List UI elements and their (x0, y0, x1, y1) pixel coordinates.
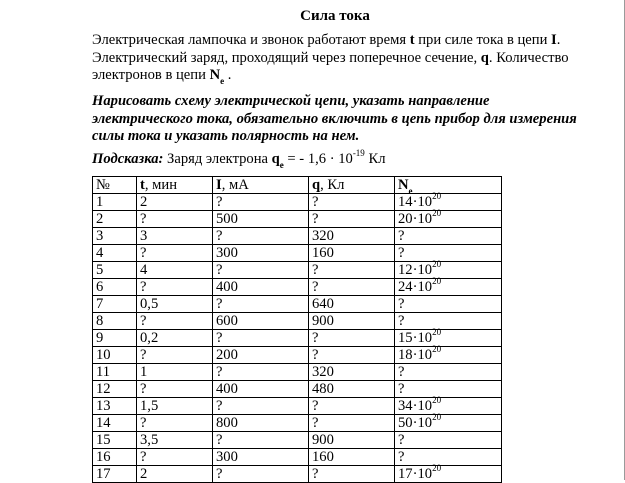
var-i: I (551, 32, 557, 48)
cell-electrons-value: ? (398, 364, 405, 380)
header-current (213, 177, 309, 194)
cell-electrons (395, 191, 502, 211)
cell-number: 1 (93, 194, 137, 211)
cell-electrons-exponent: 20 (432, 412, 442, 423)
cell-charge: 480 (309, 381, 395, 398)
var-n: N (209, 67, 221, 83)
cell-time: 0,5 (137, 296, 213, 313)
cell-electrons (395, 228, 502, 245)
table-row (93, 296, 502, 313)
table-row (93, 347, 502, 364)
header-charge (309, 177, 395, 194)
cell-charge: 640 (309, 296, 395, 313)
cell-electrons-exponent: 20 (432, 327, 442, 338)
hint-unit: Кл (364, 151, 386, 167)
cell-electrons-value: ? (398, 296, 405, 312)
cell-electrons-value: ? (398, 245, 405, 261)
cell-current: 600 (213, 313, 309, 330)
cell-current: 300 (213, 245, 309, 262)
cell-electrons (395, 276, 502, 296)
var-q: q (480, 49, 489, 66)
cell-electrons-value: 15·10 (398, 330, 433, 346)
cell-time: ? (137, 245, 213, 262)
cell-number: 3 (93, 228, 137, 245)
cell-charge: 900 (309, 432, 395, 449)
cell-current: ? (213, 228, 309, 245)
intro-text: при силе тока в цепи (414, 32, 552, 48)
cell-number: 2 (93, 211, 137, 228)
cell-time: ? (137, 313, 213, 330)
cell-electrons (395, 432, 502, 449)
header-charge-unit: , Кл (320, 177, 345, 193)
cell-electrons-value: 50·10 (398, 415, 433, 431)
cell-charge: 320 (309, 228, 395, 245)
cell-time: 3 (137, 228, 213, 245)
cell-electrons (395, 245, 502, 262)
cell-current: ? (213, 432, 309, 449)
var-n-sub: e (220, 75, 225, 86)
cell-current: ? (213, 398, 309, 415)
task-paragraph: Нарисовать схему электрической цепи, указать направление электрического тока, обязательно включить в цепь прибор для измерения силы тока и указать полярность на нем. (92, 93, 577, 144)
cell-electrons-exponent: 20 (432, 208, 442, 219)
hint-equation: = - 1,6 · 10 (283, 151, 353, 167)
cell-electrons-value: 34·10 (398, 398, 433, 414)
cell-time: 2 (137, 194, 213, 211)
var-t: t (409, 32, 415, 48)
cell-time: ? (137, 211, 213, 228)
cell-electrons-value: 17·10 (398, 466, 433, 482)
cell-current: 500 (213, 211, 309, 228)
hint-text: Заряд электрона (163, 151, 272, 167)
cell-time: 1 (137, 364, 213, 381)
cell-charge: 320 (309, 364, 395, 381)
header-charge-var: q (312, 177, 321, 193)
cell-electrons-exponent: 20 (432, 191, 442, 202)
cell-time: ? (137, 415, 213, 432)
cell-electrons-value: 18·10 (398, 347, 433, 363)
cell-charge: ? (309, 330, 395, 347)
cell-number: 14 (93, 415, 137, 432)
cell-electrons-exponent: 20 (432, 463, 442, 474)
cell-current: 400 (213, 381, 309, 398)
cell-electrons (395, 381, 502, 398)
cell-current: ? (213, 296, 309, 313)
cell-number: 17 (93, 466, 137, 483)
cell-charge: ? (309, 466, 395, 483)
cell-charge: ? (309, 279, 395, 296)
cell-number: 10 (93, 347, 137, 364)
header-electrons (395, 177, 502, 194)
header-electrons-var (398, 177, 413, 196)
cell-electrons-value: 20·10 (398, 211, 433, 227)
cell-electrons-value: ? (398, 432, 405, 448)
cell-electrons-exponent: 20 (432, 344, 442, 355)
cell-charge: ? (309, 398, 395, 415)
table-row (93, 415, 502, 432)
cell-electrons (395, 208, 502, 228)
cell-time: ? (137, 347, 213, 364)
cell-time: 1,5 (137, 398, 213, 415)
cell-electrons (395, 395, 502, 415)
cell-electrons (395, 364, 502, 381)
cell-number: 16 (93, 449, 137, 466)
cell-electrons-value: ? (398, 313, 405, 329)
cell-time: ? (137, 381, 213, 398)
cell-number: 6 (93, 279, 137, 296)
page-title: Сила тока (300, 8, 370, 24)
table-row (93, 279, 502, 296)
cell-time: ? (137, 279, 213, 296)
cell-current: ? (213, 330, 309, 347)
table-body (93, 191, 502, 483)
cell-electrons-value: ? (398, 449, 405, 465)
cell-electrons (395, 449, 502, 466)
header-electrons-n: N (398, 177, 409, 193)
cell-number: 4 (93, 245, 137, 262)
table-row (93, 228, 502, 245)
header-time (137, 177, 213, 194)
cell-electrons (395, 313, 502, 330)
cell-current: 200 (213, 347, 309, 364)
cell-current: 800 (213, 415, 309, 432)
cell-number: 7 (93, 296, 137, 313)
intro-text: . Электрический заряд, проходящий через поперечное сечение, (92, 32, 561, 66)
cell-charge: ? (309, 415, 395, 432)
var-q: q (271, 151, 280, 167)
cell-time: 2 (137, 466, 213, 483)
cell-time: 3,5 (137, 432, 213, 449)
cell-current: 400 (213, 279, 309, 296)
cell-electrons (395, 296, 502, 313)
table-row (93, 432, 502, 449)
header-current-var: I (216, 177, 222, 193)
cell-number: 12 (93, 381, 137, 398)
cell-number: 11 (93, 364, 137, 381)
cell-electrons (395, 327, 502, 347)
cell-charge: 160 (309, 449, 395, 466)
cell-number: 9 (93, 330, 137, 347)
table-row (93, 211, 502, 228)
header-time-unit: , мин (144, 177, 178, 193)
var-q-sub: e (279, 159, 284, 170)
hint-paragraph (92, 148, 582, 170)
intro-text: Электрическая лампочка и звонок работают время (92, 32, 410, 48)
intro-text: . Количество электронов в цепи (92, 49, 569, 83)
header-current-unit: , мА (221, 177, 249, 193)
cell-electrons-value: 14·10 (398, 194, 433, 210)
intro-text: . (224, 67, 232, 83)
var-qe (271, 151, 284, 170)
cell-electrons-value: ? (398, 228, 405, 244)
cell-electrons (395, 412, 502, 432)
cell-number: 13 (93, 398, 137, 415)
cell-current: 300 (213, 449, 309, 466)
data-table (92, 176, 502, 483)
cell-current: ? (213, 364, 309, 381)
cell-electrons (395, 344, 502, 364)
cell-charge: 900 (309, 313, 395, 330)
hint-label: Подсказка: (92, 151, 164, 167)
cell-charge: ? (309, 194, 395, 211)
cell-number: 15 (93, 432, 137, 449)
cell-time: 0,2 (137, 330, 213, 347)
cell-charge: 160 (309, 245, 395, 262)
header-number: № (93, 177, 137, 194)
cell-electrons-value: 12·10 (398, 262, 433, 278)
cell-time: ? (137, 449, 213, 466)
cell-charge: ? (309, 211, 395, 228)
cell-electrons (395, 259, 502, 279)
cell-electrons-exponent: 20 (432, 276, 442, 287)
cell-current: ? (213, 466, 309, 483)
cell-number: 8 (93, 313, 137, 330)
cell-current: ? (213, 262, 309, 279)
cell-charge: ? (309, 262, 395, 279)
var-ne (209, 67, 225, 86)
hint-exponent: -19 (352, 148, 365, 159)
cell-electrons-value: ? (398, 381, 405, 397)
header-electrons-sub: e (408, 185, 413, 196)
cell-number: 5 (93, 262, 137, 279)
cell-time: 4 (137, 262, 213, 279)
intro-paragraph (92, 32, 582, 85)
cell-electrons-value: 24·10 (398, 279, 433, 295)
cell-electrons-exponent: 20 (432, 395, 442, 406)
table-row (93, 364, 502, 381)
cell-electrons-exponent: 20 (432, 259, 442, 270)
header-time-var: t (140, 177, 145, 193)
cell-current: ? (213, 194, 309, 211)
cell-charge: ? (309, 347, 395, 364)
